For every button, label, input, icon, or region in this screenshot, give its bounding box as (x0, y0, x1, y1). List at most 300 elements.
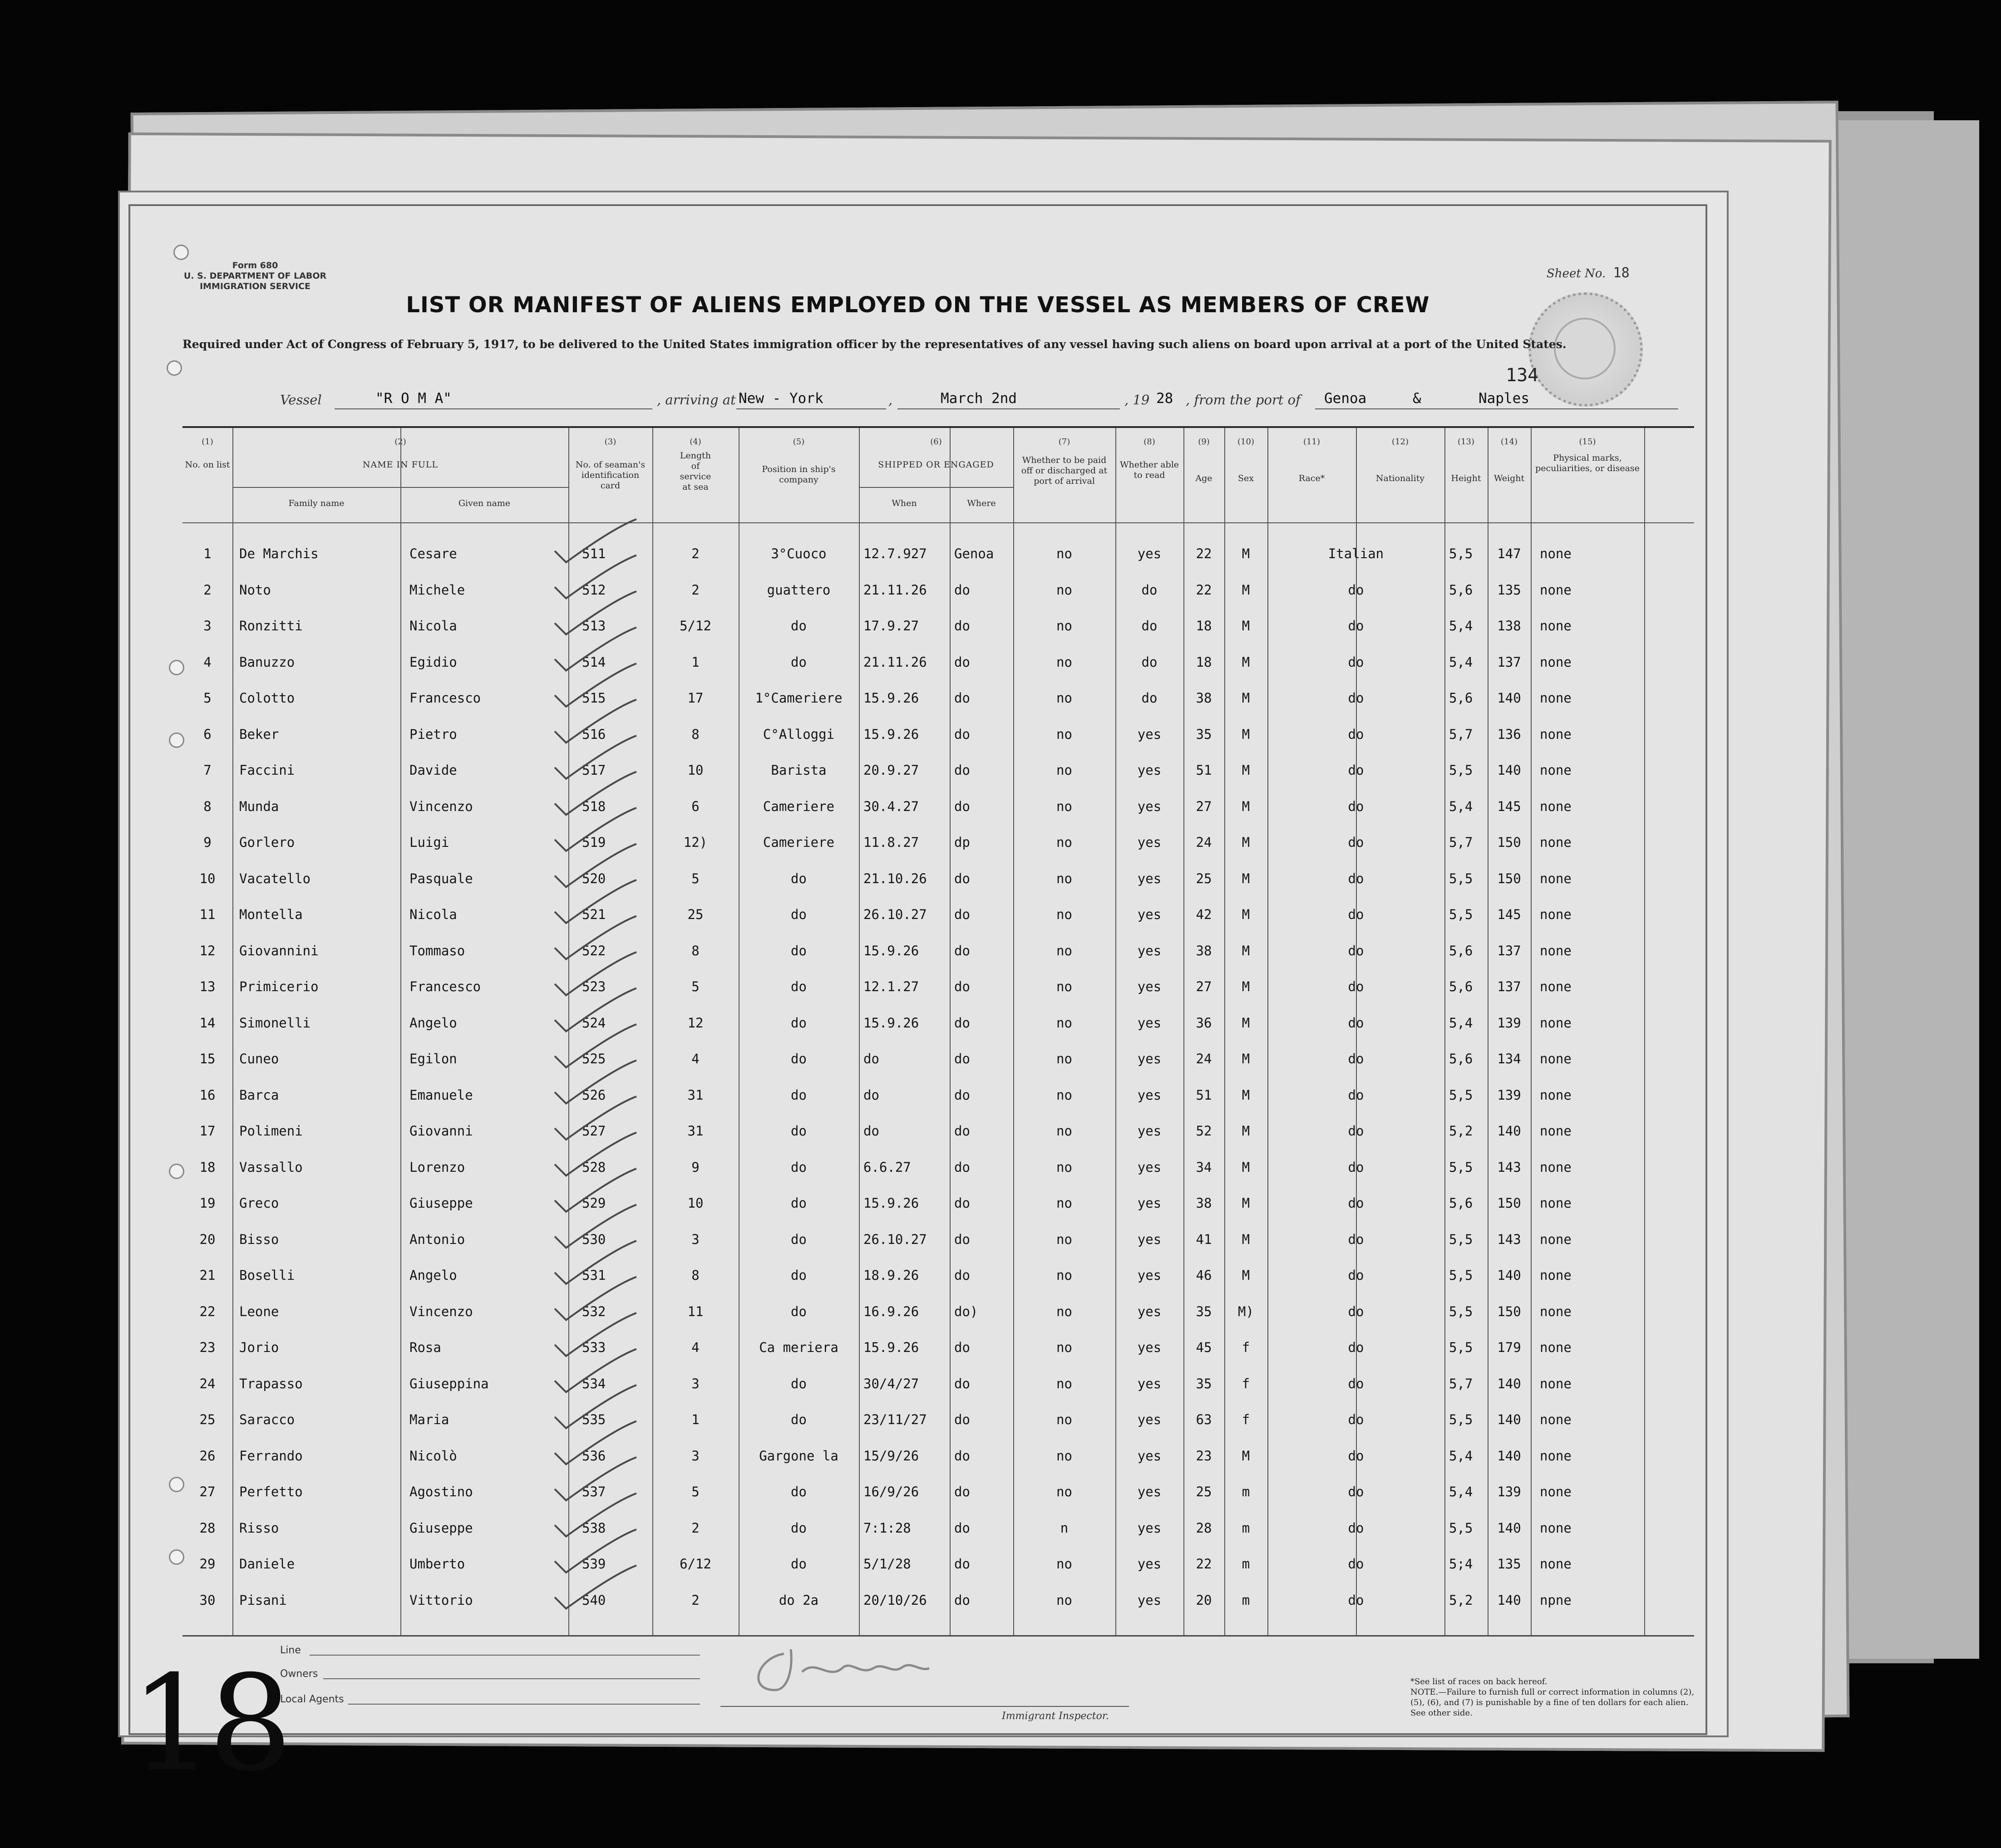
cell-given-name: Pietro (409, 726, 457, 742)
agents-label: Local Agents (280, 1694, 344, 1705)
cell-family-name: Bisso (239, 1231, 279, 1247)
cell-length-of-service: 31 (687, 1123, 704, 1139)
sheet-number (1547, 265, 1630, 281)
cell-sex: M (1242, 726, 1250, 742)
cell-given-name: Egidio (409, 654, 457, 670)
cell-sex: M (1242, 1015, 1250, 1031)
cell-given-name: Vincenzo (409, 1303, 473, 1319)
cell-card-number: 522 (582, 943, 606, 958)
cell-race: do (1348, 1159, 1364, 1175)
cell-paid-off: no (1056, 835, 1072, 850)
cell-weight: 140 (1497, 762, 1521, 778)
cell-physical-marks: none (1540, 1268, 1572, 1283)
cell-shipped-where: do (954, 1195, 970, 1211)
cell-able-to-read: do (1141, 654, 1158, 670)
col-12-num: (12) (1392, 437, 1409, 447)
cell-physical-marks: none (1540, 1376, 1572, 1391)
cell-family-name: Noto (239, 582, 271, 598)
cell-race: do (1348, 1231, 1364, 1247)
cell-height: 5,4 (1449, 1015, 1473, 1031)
year-value: 28 (1156, 390, 1173, 407)
cell-able-to-read: yes (1137, 835, 1162, 850)
cell-position: Cameriere (763, 798, 835, 814)
cell-family-name: Leone (239, 1303, 279, 1319)
cell-shipped-when: 15.9.26 (863, 1015, 919, 1031)
punch-hole (169, 1164, 184, 1179)
cell-sex: M (1242, 762, 1250, 778)
cell-age: 18 (1196, 654, 1212, 670)
cell-race: do (1348, 1087, 1364, 1103)
cell-shipped-where: do (954, 1412, 970, 1427)
cell-family-name: Polimeni (239, 1123, 303, 1139)
punch-hole (169, 660, 184, 675)
cell-given-name: Nicola (409, 907, 457, 922)
cell-row-number: 15 (199, 1051, 216, 1067)
cell-able-to-read: yes (1137, 1592, 1162, 1608)
cell-physical-marks: none (1540, 762, 1572, 778)
cell-shipped-when: 16/9/26 (863, 1484, 919, 1499)
cell-shipped-when: 11.8.27 (863, 835, 919, 850)
cell-position: do (791, 1376, 807, 1391)
from-port-1: Genoa (1324, 390, 1367, 407)
cell-row-number: 14 (199, 1015, 216, 1031)
cell-row-number: 29 (199, 1556, 216, 1572)
cell-given-name: Giovanni (409, 1123, 473, 1139)
cell-paid-off: no (1056, 1231, 1072, 1247)
cell-shipped-where: do (954, 1015, 970, 1031)
cell-row-number: 30 (199, 1592, 216, 1608)
col-1-label: No. on list (185, 460, 230, 470)
cell-weight: 140 (1497, 690, 1521, 706)
cell-length-of-service: 12) (683, 835, 708, 850)
cell-family-name: De Marchis (239, 546, 319, 561)
cell-shipped-where: do (954, 1484, 970, 1499)
cell-family-name: Simonelli (239, 1015, 311, 1031)
cell-race: do (1348, 1448, 1364, 1464)
cell-physical-marks: none (1540, 1484, 1572, 1499)
cell-race: do (1348, 1303, 1364, 1319)
cell-sex: M (1242, 1195, 1250, 1211)
cell-able-to-read: yes (1137, 1195, 1162, 1211)
cell-card-number: 536 (582, 1448, 606, 1464)
cell-physical-marks: none (1540, 1015, 1572, 1031)
cell-card-number: 525 (582, 1051, 606, 1067)
cell-card-number: 521 (582, 907, 606, 922)
cell-given-name: Angelo (409, 1268, 457, 1283)
cell-weight: 143 (1497, 1159, 1521, 1175)
cell-card-number: 516 (582, 726, 606, 742)
cell-physical-marks: none (1540, 1303, 1572, 1319)
cell-race: do (1348, 726, 1364, 742)
cell-shipped-when: 5/1/28 (863, 1556, 911, 1572)
cell-shipped-when: 17.9.27 (863, 618, 919, 634)
cell-physical-marks: none (1540, 654, 1572, 670)
cell-shipped-where: do (954, 798, 970, 814)
cell-age: 46 (1196, 1268, 1212, 1283)
cell-age: 52 (1196, 1123, 1212, 1139)
cell-family-name: Ronzitti (239, 618, 303, 634)
col-15-num: (15) (1579, 437, 1596, 447)
cell-able-to-read: yes (1137, 1268, 1162, 1283)
cell-race: do (1348, 1123, 1364, 1139)
cell-able-to-read: yes (1137, 798, 1162, 814)
cell-shipped-when: 21.11.26 (863, 654, 927, 670)
cell-height: 5;4 (1449, 1556, 1473, 1572)
cell-sex: M (1242, 870, 1250, 886)
cell-sex: M (1242, 798, 1250, 814)
cell-shipped-where: Genoa (954, 546, 994, 561)
cell-length-of-service: 3 (691, 1231, 700, 1247)
cell-length-of-service: 6 (691, 798, 700, 814)
cell-weight: 138 (1497, 618, 1521, 634)
cell-row-number: 7 (203, 762, 212, 778)
cell-height: 5,4 (1449, 1484, 1473, 1499)
cell-shipped-where: do (954, 690, 970, 706)
cell-position: do (791, 1484, 807, 1499)
department: U. S. DEPARTMENT OF LABOR (183, 271, 327, 281)
cell-shipped-when: 23/11/27 (863, 1412, 927, 1427)
cell-physical-marks: none (1540, 943, 1572, 958)
cell-given-name: Agostino (409, 1484, 473, 1499)
cell-height: 5,2 (1449, 1123, 1473, 1139)
cell-length-of-service: 1 (691, 1412, 700, 1427)
cell-given-name: Maria (409, 1412, 449, 1427)
cell-paid-off: no (1056, 943, 1072, 958)
cell-family-name: Barca (239, 1087, 279, 1103)
cell-age: 41 (1196, 1231, 1212, 1247)
cell-paid-off: no (1056, 762, 1072, 778)
cell-race: do (1348, 1592, 1364, 1608)
cell-height: 5,5 (1449, 762, 1473, 778)
cell-paid-off: no (1056, 654, 1072, 670)
cell-length-of-service: 8 (691, 726, 700, 742)
cell-row-number: 10 (199, 870, 216, 886)
cell-height: 5,6 (1449, 582, 1473, 598)
cell-physical-marks: none (1540, 1123, 1572, 1139)
cell-race: do (1348, 943, 1364, 958)
cell-height: 5,5 (1449, 1231, 1473, 1247)
cell-shipped-where: do (954, 1520, 970, 1536)
col-2a-label: Family name (288, 498, 345, 508)
cell-height: 5,7 (1449, 835, 1473, 850)
cell-race: do (1348, 1376, 1364, 1391)
cell-given-name: Francesco (409, 979, 481, 994)
cell-weight: 140 (1497, 1448, 1521, 1464)
sheet-value: 18 (1613, 265, 1630, 281)
cell-height: 5,4 (1449, 618, 1473, 634)
cell-weight: 150 (1497, 1303, 1521, 1319)
footnotes (1410, 1676, 1701, 1718)
cell-row-number: 6 (203, 726, 212, 742)
cell-physical-marks: none (1540, 907, 1572, 922)
cell-sex: M (1242, 835, 1250, 850)
cell-position: do (791, 1231, 807, 1247)
from-port-2: Naples (1479, 390, 1529, 407)
cell-position: Ca meriera (759, 1340, 838, 1355)
cell-card-number: 514 (582, 654, 606, 670)
page-title: LIST OR MANIFEST OF ALIENS EMPLOYED ON THE VESSEL AS MEMBERS OF CREW (406, 292, 1430, 318)
cell-weight: 140 (1497, 1592, 1521, 1608)
cell-age: 38 (1196, 1195, 1212, 1211)
cell-position: do (791, 1556, 807, 1572)
cell-position: do (791, 1303, 807, 1319)
cell-given-name: Giuseppe (409, 1520, 473, 1536)
cell-sex: M (1242, 979, 1250, 994)
cell-sex: m (1242, 1520, 1250, 1536)
cell-paid-off: no (1056, 1268, 1072, 1283)
cell-sex: f (1242, 1376, 1250, 1391)
cell-able-to-read: yes (1137, 979, 1162, 994)
cell-position: C°Alloggi (763, 726, 835, 742)
cell-family-name: Pisani (239, 1592, 287, 1608)
cell-height: 5,5 (1449, 870, 1473, 886)
cell-shipped-where: do (954, 1051, 970, 1067)
cell-shipped-when: 30.4.27 (863, 798, 919, 814)
cell-family-name: Jorio (239, 1340, 279, 1355)
cell-physical-marks: none (1540, 835, 1572, 850)
cell-length-of-service: 2 (691, 1520, 700, 1536)
cell-family-name: Montella (239, 907, 303, 922)
cell-given-name: Tommaso (409, 943, 465, 958)
cell-row-number: 12 (199, 943, 216, 958)
cell-row-number: 27 (199, 1484, 216, 1499)
cell-race: do (1348, 835, 1364, 850)
cell-position: do (791, 943, 807, 958)
cell-sex: f (1242, 1412, 1250, 1427)
cell-position: do (791, 1159, 807, 1175)
cell-weight: 135 (1497, 1556, 1521, 1572)
cell-height: 5,5 (1449, 1520, 1473, 1536)
cell-given-name: Francesco (409, 690, 481, 706)
cell-position: do (791, 1087, 807, 1103)
cell-able-to-read: yes (1137, 1412, 1162, 1427)
cell-paid-off: no (1056, 1448, 1072, 1464)
cell-able-to-read: do (1141, 690, 1158, 706)
cell-weight: 134 (1497, 1051, 1521, 1067)
cell-physical-marks: none (1540, 798, 1572, 814)
col-10-label: Sex (1238, 473, 1254, 483)
cell-shipped-where: do (954, 1123, 970, 1139)
cell-height: 5,5 (1449, 1159, 1473, 1175)
cell-shipped-where: do (954, 1556, 970, 1572)
cell-race: do (1348, 1556, 1364, 1572)
cell-race: do (1348, 1268, 1364, 1283)
from-port-amp: & (1413, 390, 1421, 407)
col-3-num: (3) (604, 437, 616, 447)
cell-shipped-where: do (954, 1592, 970, 1608)
cell-age: 35 (1196, 1376, 1212, 1391)
cell-position: do (791, 1412, 807, 1427)
cell-position: 3°Cuoco (771, 546, 827, 561)
cell-height: 5,4 (1449, 798, 1473, 814)
cell-physical-marks: none (1540, 1231, 1572, 1247)
cell-age: 45 (1196, 1340, 1212, 1355)
cell-shipped-when: 15.9.26 (863, 1195, 919, 1211)
inspector-label: Immigrant Inspector. (1002, 1710, 1109, 1722)
cell-able-to-read: yes (1137, 1123, 1162, 1139)
cell-shipped-where: do (954, 582, 970, 598)
cell-card-number: 511 (582, 546, 606, 561)
cell-able-to-read: do (1141, 618, 1158, 634)
cell-age: 51 (1196, 762, 1212, 778)
cell-position: do (791, 870, 807, 886)
cell-position: do (791, 654, 807, 670)
col-2-num: (2) (394, 437, 406, 447)
cell-given-name: Michele (409, 582, 465, 598)
cell-length-of-service: 1 (691, 654, 700, 670)
cell-weight: 150 (1497, 835, 1521, 850)
cell-weight: 135 (1497, 582, 1521, 598)
cell-length-of-service: 5 (691, 870, 700, 886)
cell-card-number: 537 (582, 1484, 606, 1499)
cell-length-of-service: 8 (691, 943, 700, 958)
cell-height: 5,5 (1449, 907, 1473, 922)
cell-race: do (1348, 654, 1364, 670)
cell-able-to-read: yes (1137, 726, 1162, 742)
cell-height: 5,5 (1449, 1412, 1473, 1427)
cell-able-to-read: yes (1137, 1051, 1162, 1067)
cell-shipped-where: do (954, 1268, 970, 1283)
cell-race: do (1348, 618, 1364, 634)
cell-sex: m (1242, 1484, 1250, 1499)
cell-row-number: 18 (199, 1159, 216, 1175)
cell-age: 38 (1196, 943, 1212, 958)
cell-age: 63 (1196, 1412, 1212, 1427)
cell-row-number: 1 (203, 546, 212, 561)
cell-card-number: 528 (582, 1159, 606, 1175)
cell-family-name: Vassallo (239, 1159, 303, 1175)
cell-given-name: Umberto (409, 1556, 465, 1572)
cell-position: do (791, 1195, 807, 1211)
cell-card-number: 526 (582, 1087, 606, 1103)
stamp-number: 134 (1506, 365, 1539, 386)
cell-row-number: 5 (203, 690, 212, 706)
cell-height: 5,6 (1449, 943, 1473, 958)
cell-weight: 137 (1497, 943, 1521, 958)
cell-race: do (1348, 979, 1364, 994)
cell-paid-off: no (1056, 546, 1072, 561)
cell-shipped-when: 15.9.26 (863, 1340, 919, 1355)
cell-able-to-read: yes (1137, 546, 1162, 561)
cell-able-to-read: yes (1137, 1340, 1162, 1355)
col-11-num: (11) (1303, 437, 1320, 447)
cell-length-of-service: 4 (691, 1340, 700, 1355)
vessel-name: "R O M A" (375, 390, 452, 407)
cell-height: 5,5 (1449, 1303, 1473, 1319)
cell-length-of-service: 3 (691, 1376, 700, 1391)
cell-length-of-service: 4 (691, 1051, 700, 1067)
cell-position: do (791, 1268, 807, 1283)
cell-row-number: 20 (199, 1231, 216, 1247)
cell-race: do (1348, 870, 1364, 886)
cell-physical-marks: none (1540, 726, 1572, 742)
cell-position: 1°Cameriere (755, 690, 843, 706)
cell-given-name: Pasquale (409, 870, 473, 886)
cell-able-to-read: yes (1137, 1159, 1162, 1175)
cell-card-number: 540 (582, 1592, 606, 1608)
form-number: Form 680 (232, 260, 278, 270)
cell-height: 5,6 (1449, 1051, 1473, 1067)
penalty-note: NOTE.—Failure to furnish full or correct information in columns (2), (5), (6), and (7) is punishable by a fine of ten dollars for each alien. See other side. (1410, 1687, 1695, 1718)
cell-able-to-read: yes (1137, 1484, 1162, 1499)
cell-row-number: 16 (199, 1087, 216, 1103)
cell-shipped-where: do (954, 907, 970, 922)
cell-physical-marks: none (1540, 1556, 1572, 1572)
cell-paid-off: no (1056, 1340, 1072, 1355)
cell-paid-off: no (1056, 1051, 1072, 1067)
cell-family-name: Saracco (239, 1412, 295, 1427)
cell-family-name: Vacatello (239, 870, 311, 886)
cell-race: do (1348, 690, 1364, 706)
col-6-num: (6) (930, 437, 942, 447)
cell-card-number: 532 (582, 1303, 606, 1319)
cell-position: do (791, 618, 807, 634)
cell-height: 5,2 (1449, 1592, 1473, 1608)
arriving-label: , arriving at (657, 392, 736, 408)
col-15-label: Physical marks, peculiarities, or disease (1535, 453, 1640, 473)
cell-paid-off: no (1056, 1303, 1072, 1319)
col-9-num: (9) (1198, 437, 1210, 447)
cell-able-to-read: yes (1137, 1015, 1162, 1031)
crew-table (182, 426, 1694, 1637)
cell-length-of-service: 8 (691, 1268, 700, 1283)
col-4-label: Length of service at sea (680, 451, 711, 492)
cell-race: do (1348, 1195, 1364, 1211)
col-2b-label: Given name (458, 498, 511, 508)
cell-position: do (791, 907, 807, 922)
cell-paid-off: no (1056, 1015, 1072, 1031)
cell-age: 36 (1196, 1015, 1212, 1031)
cell-physical-marks: none (1540, 1340, 1572, 1355)
cell-given-name: Nicola (409, 618, 457, 634)
cell-physical-marks: none (1540, 618, 1572, 634)
cell-paid-off: no (1056, 618, 1072, 634)
line-label: Line (280, 1645, 301, 1656)
cell-physical-marks: none (1540, 546, 1572, 561)
cell-length-of-service: 9 (691, 1159, 700, 1175)
cell-card-number: 523 (582, 979, 606, 994)
cell-given-name: Egilon (409, 1051, 457, 1067)
cell-age: 25 (1196, 1484, 1212, 1499)
col-1-num: (1) (202, 437, 213, 447)
cell-height: 5,5 (1449, 546, 1473, 561)
cell-shipped-when: do (863, 1123, 879, 1139)
cell-physical-marks: none (1540, 1087, 1572, 1103)
cell-able-to-read: yes (1137, 1376, 1162, 1391)
cell-physical-marks: none (1540, 1520, 1572, 1536)
race-note: *See list of races on back hereof. (1410, 1677, 1548, 1686)
cell-row-number: 17 (199, 1123, 216, 1139)
cell-physical-marks: none (1540, 690, 1572, 706)
cell-shipped-when: 26.10.27 (863, 907, 927, 922)
cell-age: 23 (1196, 1448, 1212, 1464)
cell-family-name: Perfetto (239, 1484, 303, 1499)
col-9-label: Age (1195, 473, 1212, 483)
cell-family-name: Beker (239, 726, 279, 742)
cell-given-name: Giuseppe (409, 1195, 473, 1211)
cell-family-name: Risso (239, 1520, 279, 1536)
cell-shipped-where: do (954, 1376, 970, 1391)
cell-position: do (791, 1520, 807, 1536)
arrival-date: March 2nd (941, 390, 1017, 407)
cell-card-number: 519 (582, 835, 606, 850)
cell-shipped-when: do (863, 1087, 879, 1103)
cell-family-name: Banuzzo (239, 654, 295, 670)
cell-shipped-where: do) (954, 1303, 978, 1319)
cell-row-number: 25 (199, 1412, 216, 1427)
cell-card-number: 538 (582, 1520, 606, 1536)
col-10-num: (10) (1237, 437, 1254, 447)
